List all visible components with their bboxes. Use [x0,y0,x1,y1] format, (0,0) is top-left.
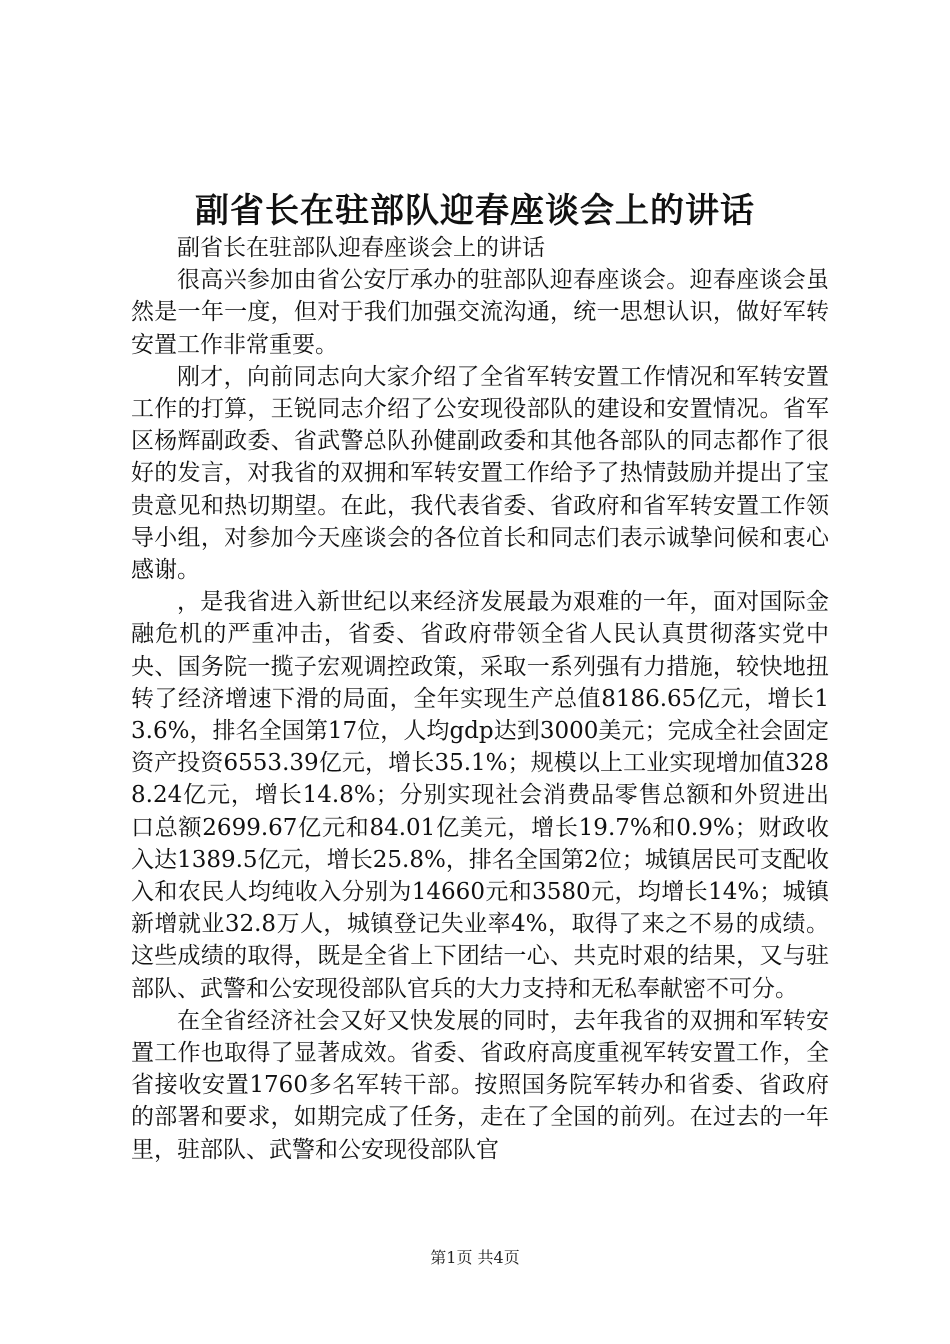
paragraph-introductions: 刚才，向前同志向大家介绍了全省军转安置工作情况和军转安置工作的打算，王锐同志介绍了公安现役部队的建设和安置情况。省军区杨辉副政委、省武警总队孙健副政委和其他各部队的同志都作了很好的发言，对我省的双拥和军转安置工作给予了热情鼓励并提出了宝贵意见和热切期望。在此，我代表省委、省政府和省军转安置工作领导小组，对参加今天座谈会的各位首长和同志们表示诚挚问候和衷心感谢。 [131,363,829,584]
paragraph-economy: ，是我省进入新世纪以来经济发展最为艰难的一年，面对国际金融危机的严重冲击，省委、省政府带领全省人民认真贯彻落实党中央、国务院一揽子宏观调控政策，采取一系列强有力措施，较快地扭转了经济增速下滑的局面，全年实现生产总值8186.65亿元，增长13.6%，排名全国第17位，人均gdp达到3000美元；完成全社会固定资产投资6553.39亿元，增长35.1%；规模以上工业实现增加值3288.24亿元，增长14.8%；分别实现社会消费品零售总额和外贸进出口总额2699.67亿元和84.01亿美元，增长19.7%和0.9%；财政收入达1389.5亿元，增长25.8%，排名全国第2位；城镇居民可支配收入和农民人均纯收入分别为14660元和3580元，均增长14%；城镇新增就业32.8万人，城镇登记失业率4%，取得了来之不易的成绩。这些成绩的取得，既是全省上下团结一心、共克时艰的结果，又与驻部队、武警和公安现役部队官兵的大力支持和无私奉献密不可分。 [131,589,829,1002]
paragraph-opening: 很高兴参加由省公安厅承办的驻部队迎春座谈会。迎春座谈会虽然是一年一度，但对于我们加强交流沟通，统一思想认识，做好军转安置工作非常重要。 [131,267,829,358]
document-title: 副省长在驻部队迎春座谈会上的讲话 [195,191,755,231]
paragraph-achievements: 在全省经济社会又好又快发展的同时，去年我省的双拥和军转安置工作也取得了显著成效。省委、省政府高度重视军转安置工作，全省接收安置1760多名军转干部。按照国务院军转办和省委、省政府的部署和要求，如期完成了任务，走在了全国的前列。在过去的一年里，驻部队、武警和公安现役部队官 [131,1007,829,1163]
paragraph-subtitle: 副省长在驻部队迎春座谈会上的讲话 [177,235,545,261]
document-body [131,232,829,1166]
page-number-footer: 第1页 共4页 [430,1248,520,1267]
